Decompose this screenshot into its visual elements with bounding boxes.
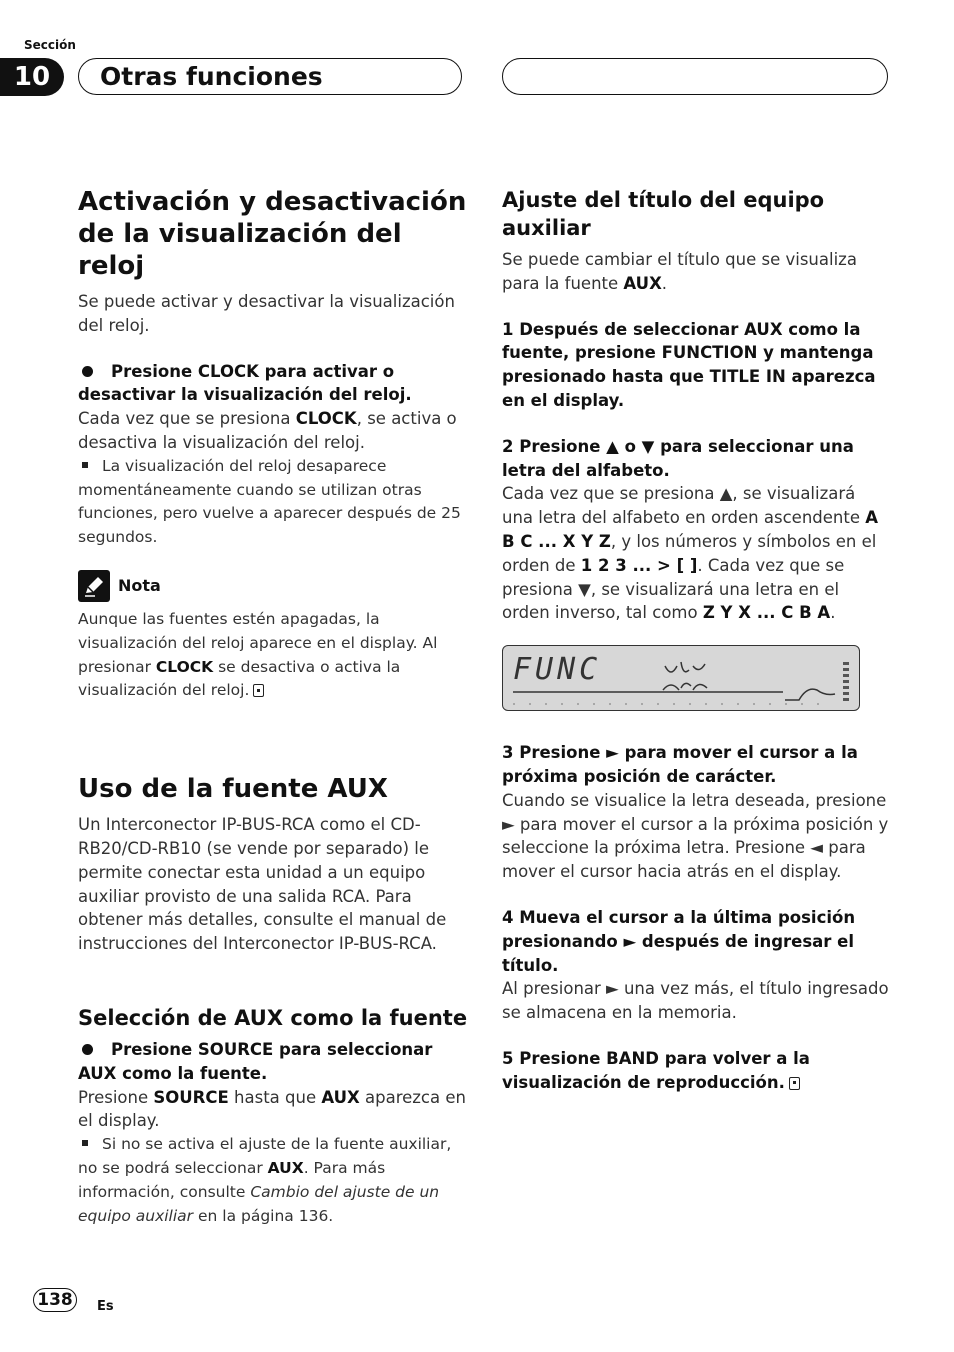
clock-heading: Activación y desactivación de la visualización del reloj [78,187,467,281]
clock-note-bullet: La visualización del reloj desaparece momentáneamente cuando se utilizan otras funciones, pero vuelve a aparecer después de 25 segundos. [78,456,461,547]
step-3: 3 Presione ► para mover el cursor a la próxima posición de carácter. [502,743,858,786]
lcd-text: FUNC [513,652,602,688]
end-mark-icon [253,684,264,697]
clock-body: Cada vez que se presiona CLOCK, se activa o desactiva la visualización del reloj. [78,409,457,452]
section-number: 10 [0,58,64,96]
step-2: 2 Presione ▲ o ▼ para seleccionar una letra del alfabeto. [502,436,854,480]
left-column [78,186,468,1228]
nota-text: Aunque las fuentes estén apagadas, la visualización del reloj aparece en el display. Al presionar CLOCK se desactiva o activa la visualización del reloj. [78,609,438,700]
end-mark-icon [789,1077,800,1090]
select-heading: Selección de AUX como la fuente [78,1005,468,1030]
step-5: 5 Presione BAND para volver a la visualización de reproducción. [502,1048,810,1092]
step-4: 4 Mueva el cursor a la última posición presionando ► después de ingresar el título. [502,907,856,975]
aux-intro: Un Interconector IP-BUS-RCA como el CD-RB20/CD-RB10 (se vende por separado) le permite conectar esta unidad a un equipo auxiliar provisto de una salida RCA. Para obtener más detalles, consulte el manual de instrucciones del Interconector IP-BUS-RCA. [78,815,447,954]
bullet-dot-icon [82,1044,93,1055]
title-heading: Ajuste del título del equipo auxiliar [502,188,825,240]
lcd-graphics [503,646,860,711]
select-instruction: Presione SOURCE para seleccionar AUX como la fuente. [78,1039,433,1083]
select-bullet: Si no se activa el ajuste de la fuente auxiliar, no se podrá seleccionar AUX. Para más información, consulte Cambio del ajuste de un equipo auxiliar en la página 136. [78,1135,452,1225]
square-bullet-icon [82,1140,88,1146]
section-title: Otras funciones [100,62,323,91]
right-column [502,186,890,1095]
language-code: Es [97,1299,114,1314]
header-empty-frame [502,58,888,95]
pencil-note-icon [78,570,110,602]
page-number: 138 [33,1288,77,1312]
step-2-body: Cada vez que se presiona ▲, se visualizará una letra del alfabeto en orden ascendente A B C ... X Y Z, y los números y símbolos en el orden de 1 2 3 ... > [ ]. Cada vez que se presiona ▼, se visualizará una letra en el orden inverso, tal como Z Y X ... C B A. [502,484,879,623]
lcd-display [502,645,860,711]
select-body: Presione SOURCE hasta que AUX aparezca en el display. [78,1087,466,1131]
nota-label: Nota [118,576,161,596]
clock-intro: Se puede activar y desactivar la visualización del reloj. [78,292,455,335]
square-bullet-icon [82,462,88,468]
aux-heading: Uso de la fuente AUX [78,774,388,805]
step-4-body: Al presionar ► una vez más, el título ingresado se almacena en la memoria. [502,979,889,1023]
step-1: 1 Después de seleccionar AUX como la fuente, presione FUNCTION y mantenga presionado hasta que TITLE IN aparezca en el display. [502,319,876,410]
nota-header [78,570,468,602]
bullet-dot-icon [82,366,93,377]
title-intro: Se puede cambiar el título que se visualiza para la fuente AUX. [502,250,857,293]
clock-instruction: Presione CLOCK para activar o desactivar la visualización del reloj. [78,361,412,405]
step-3-body: Cuando se visualice la letra deseada, presione ► para mover el cursor a la próxima posición y seleccione la próxima letra. Presione ◄ para mover el cursor hacia atrás en el display. [502,790,889,882]
section-label: Sección [24,38,76,52]
